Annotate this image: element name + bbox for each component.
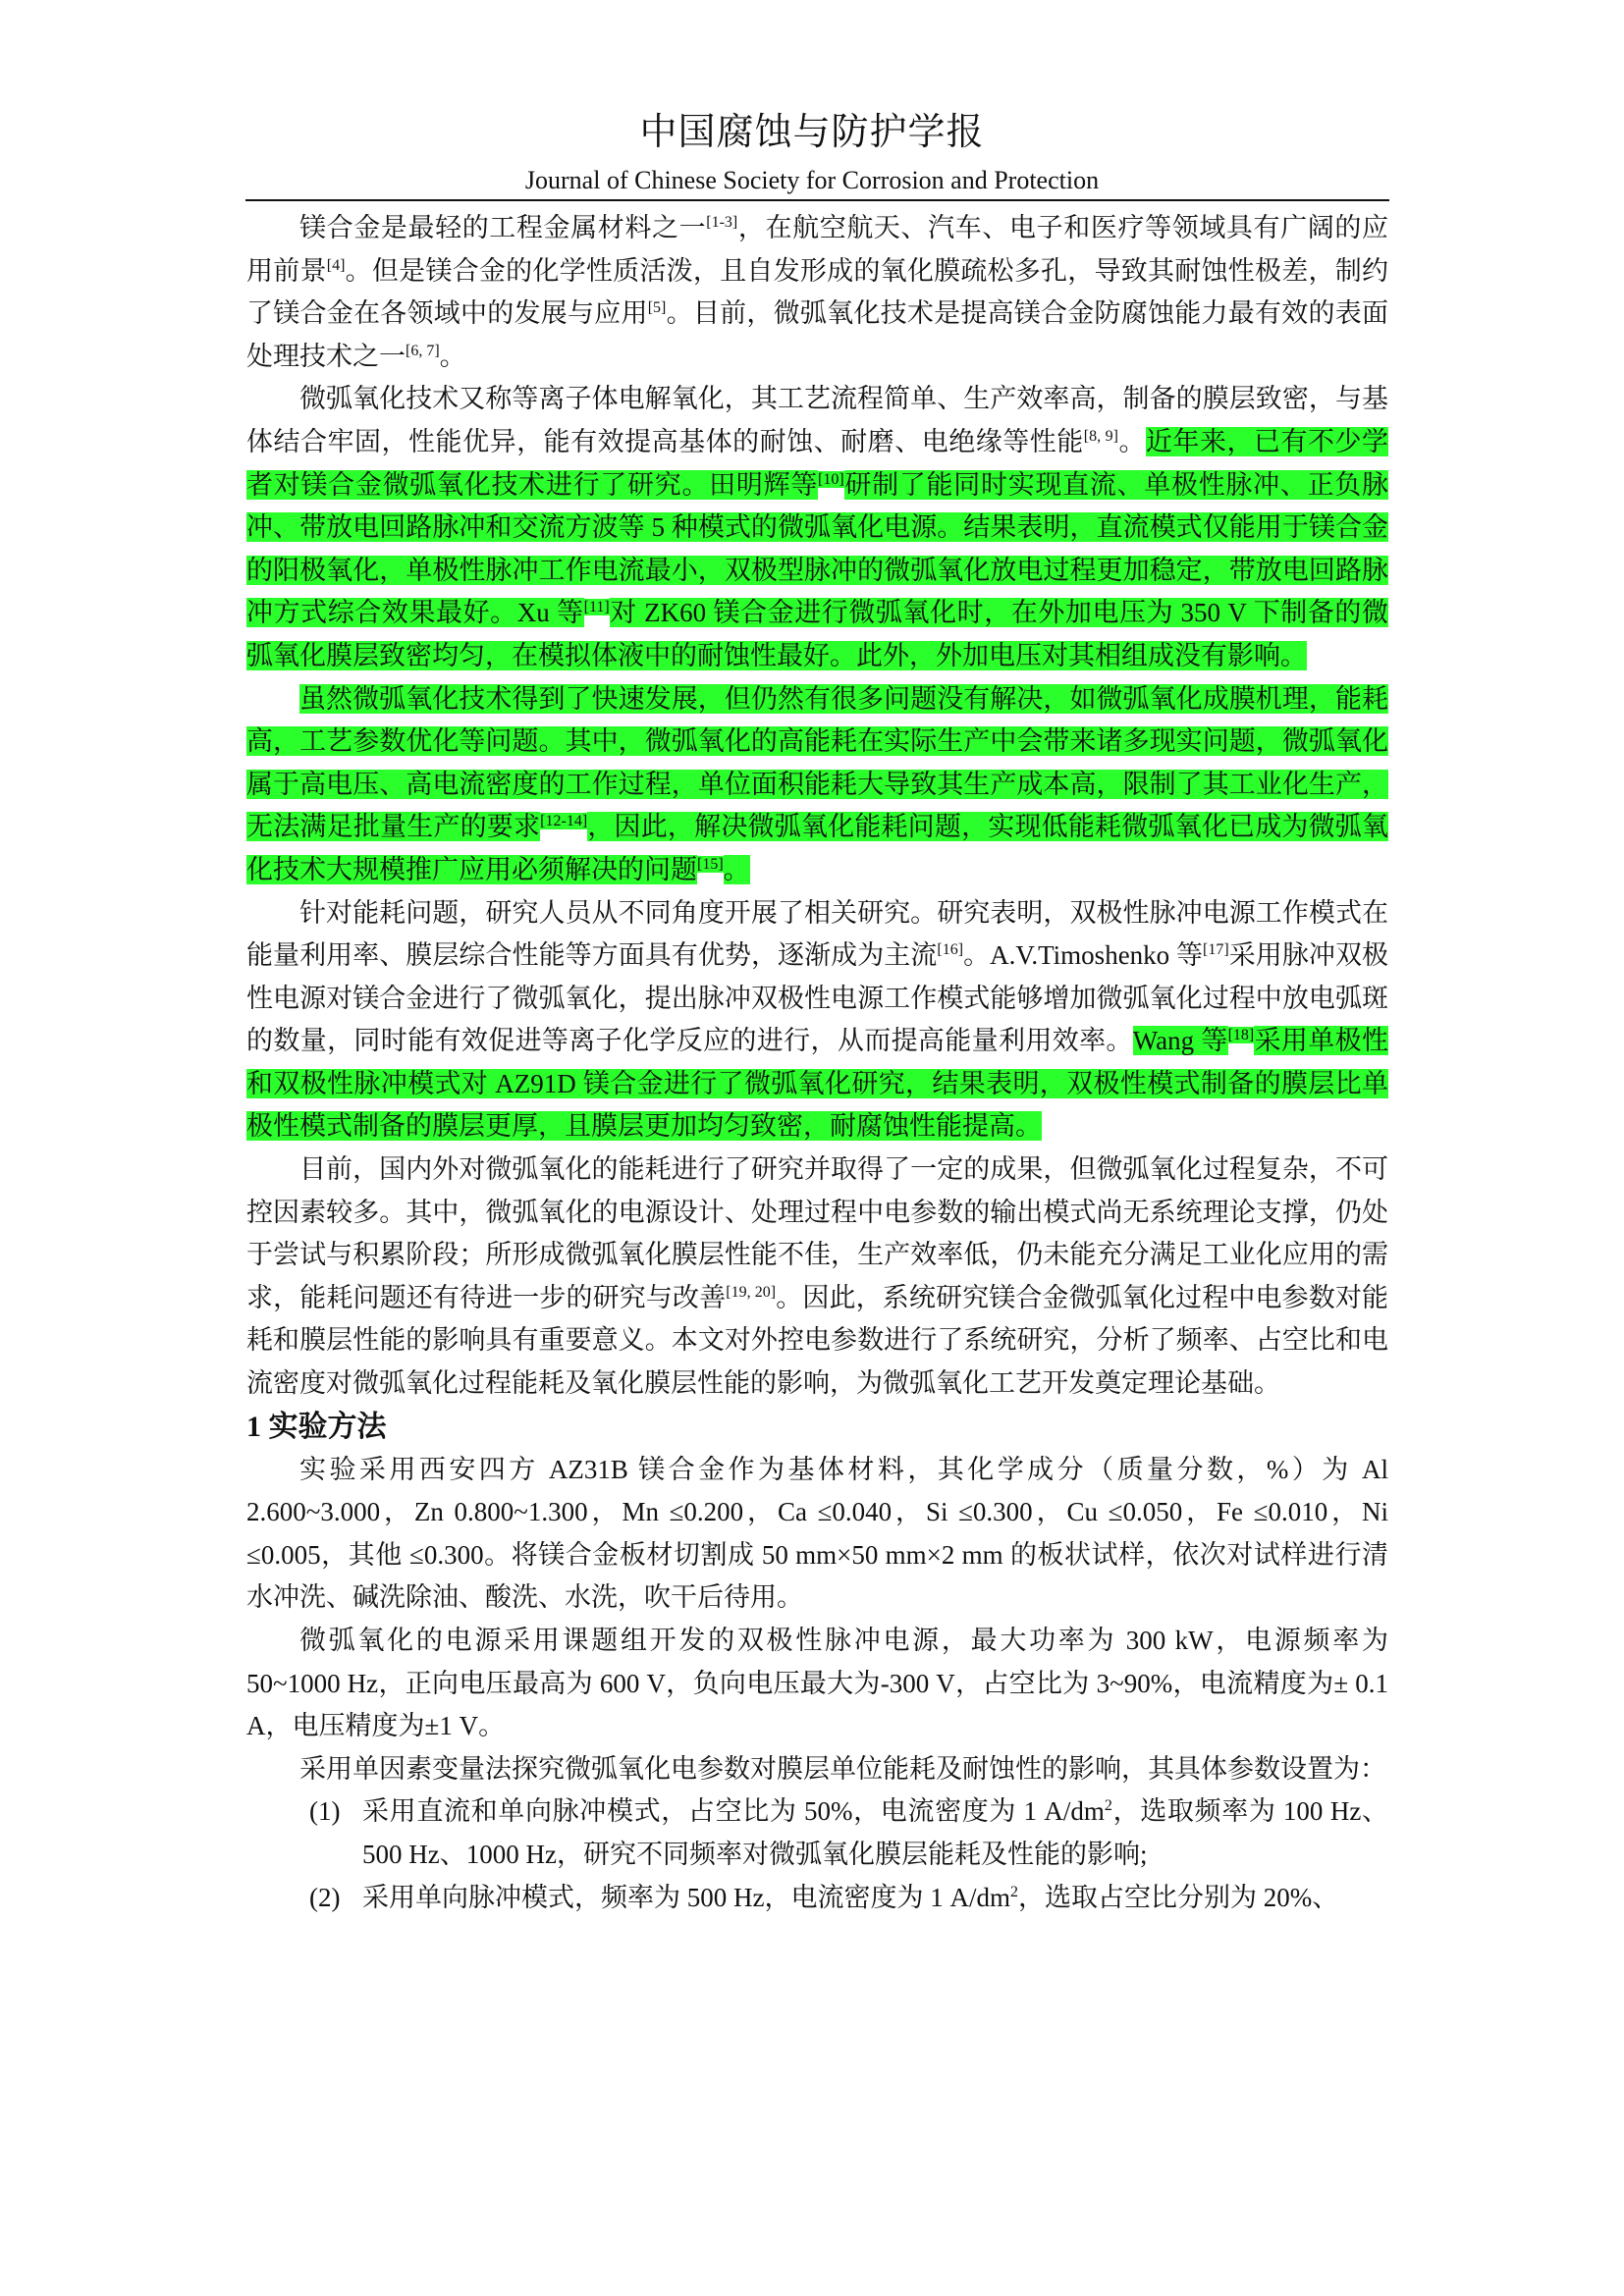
highlighted-text: 对 ZK60 镁合金进行微弧氧化时，在外加电压为 350 V 下制备的微弧氧化膜层致密均匀，在模拟体液中的耐蚀性最好。此外，外加电压对其相组成没有影响。 [246, 598, 1388, 670]
highlighted-text: 研制了能同时实现直流、单极性脉冲、正负脉冲、带放电回路脉冲和交流方波等 5 种模式的微弧氧化电源。结果表明，直流模式仅能用于镁合金的阳极氧化，单极性脉冲工作电流最小，双极型脉冲的微弧氧化放电过程更加稳定，带放电回路脉冲方式综合效果最好。Xu 等 [246, 469, 1389, 628]
text-segment: 实验采用西安四方 AZ31B 镁合金作为基体材料，其化学成分（质量分数，%）为 Al 2.600~3.000，Zn 0.800~1.300，Mn ≤0.200，Ca ≤0.040，Si ≤0.300，Cu ≤0.050，Fe ≤0.010，Ni ≤0.005，其他 ≤0.300。将镁合金板材切割成 50 mm×50 mm×2 mm 的板状试样，依次对试样进行清水冲洗、碱洗除油、酸洗、水洗，吹干后待用。 [246, 1454, 1388, 1613]
text-segment: 针对能耗问题，研究人员从不同角度开展了相关研究。研究表明，双极性脉冲电源工作模式在能量利用率、膜层综合性能等方面具有优势，逐渐成为主流 [246, 897, 1388, 971]
text-segment: ，在航空航天、汽车、电子和医疗等领域具有广阔的应用前景 [246, 213, 1389, 286]
paragraph-8 [246, 1748, 1388, 1791]
superscript: 2 [1104, 1797, 1112, 1815]
highlighted-text: 采用单极性和双极性脉冲模式对 AZ91D 镁合金进行了微弧氧化研究，结果表明，双极性模式制备的膜层比单极性模式制备的膜层更厚，且膜层更加均匀致密，耐腐蚀性能提高。 [246, 1026, 1389, 1142]
text-segment: 微弧氧化技术又称等离子体电解氧化，其工艺流程简单、生产效率高，制备的膜层致密，与基体结合牢固，性能优异，能有效提高基体的耐蚀、耐磨、电绝缘等性能 [246, 384, 1388, 456]
text-segment: 。目前，微弧氧化技术是提高镁合金防腐蚀能力最有效的表面处理技术之一 [246, 298, 1389, 371]
text-segment: 。A.V.Timoshenko 等 [963, 940, 1204, 971]
paragraph-7 [246, 1620, 1388, 1748]
highlighted-text: ，因此，解决微弧氧化能耗问题，实现低能耗微弧氧化已成为微弧氧化技术大规模推广应用必须解决的问题 [246, 812, 1389, 884]
citation: [19, 20] [726, 1283, 777, 1301]
section-heading: 1 实验方法 [246, 1410, 387, 1443]
list-item-1 [246, 1790, 1388, 1876]
header-divider [245, 199, 1389, 201]
citation: [8, 9] [1083, 427, 1118, 445]
highlighted-text: Wang 等 [1132, 1026, 1228, 1056]
text-segment: ，选取占空比分别为 20%、 [1017, 1882, 1339, 1912]
citation: [6, 7] [406, 342, 440, 359]
highlighted-text: 近年来，已有不少学者对镁合金微弧氧化技术进行了研究。田明辉等 [246, 426, 1389, 500]
text-segment: 。 [439, 341, 466, 371]
citation: [4] [326, 256, 346, 274]
text-segment: ，选取频率为 100 Hz、500 Hz、1000 Hz，研究不同频率对微弧氧化膜层能耗及性能的影响; [362, 1796, 1388, 1869]
journal-title-cn: 中国腐蚀与防护学报 [639, 112, 985, 153]
text-segment: 目前，国内外对微弧氧化的能耗进行了研究并取得了一定的成果，但微弧氧化过程复杂，不可控因素较多。其中，微弧氧化的电源设计、处理过程中电参数的输出模式尚无系统理论支撑，仍处于尝试与积累阶段；所形成微弧氧化膜层性能不佳，生产效率低，仍未能充分满足工业化应用的需求，能耗问题还有待进一步的研究与改善 [246, 1154, 1388, 1312]
text-segment: 。 [1117, 426, 1146, 456]
highlighted-text: 。 [723, 854, 750, 884]
text-segment: 。因此，系统研究镁合金微弧氧化过程中电参数对能耗和膜层性能的影响具有重要意义。本文对外控电参数进行了系统研究，分析了频率、占空比和电流密度对微弧氧化过程能耗及氧化膜层性能的影响，为微弧氧化工艺开发奠定理论基础。 [246, 1282, 1389, 1399]
citation: [12-14] [540, 813, 588, 830]
citation: [11] [583, 599, 610, 616]
citation: [10] [818, 470, 844, 488]
paragraph-4 [246, 892, 1388, 1149]
citation: [18] [1227, 1027, 1255, 1044]
paragraph-5 [246, 1148, 1388, 1406]
text-segment: 采用直流和单向脉冲模式，占空比为 50%，电流密度为 1 A/dm [362, 1796, 1105, 1827]
paragraph-3 [246, 678, 1388, 892]
text-segment: 。但是镁合金的化学性质活泼，且自发形成的氧化膜疏松多孔，导致其耐蚀性极差，制约了镁合金在各领域中的发展与应用 [246, 255, 1389, 329]
text-segment: 采用脉冲双极性电源对镁合金进行了微弧氧化，提出脉冲双极性电源工作模式能够增加微弧氧化过程中放电弧斑的数量，同时能有效促进等离子化学反应的进行，从而提高能量利用效率。 [246, 940, 1388, 1056]
citation: [5] [647, 299, 667, 317]
citation: [16] [937, 941, 964, 959]
journal-title-en: Journal of Chinese Society for Corrosion and Protection [524, 166, 1100, 194]
list-number: (2) [309, 1882, 341, 1912]
article-body [246, 207, 1388, 1919]
paragraph-6 [246, 1449, 1388, 1620]
list-number: (1) [309, 1796, 341, 1827]
paragraph-1 [246, 207, 1388, 378]
highlighted-text: 虽然微弧氧化技术得到了快速发展，但仍然有很多问题没有解决，如微弧氧化成膜机理，能耗高，工艺参数优化等问题。其中，微弧氧化的高能耗在实际生产中会带来诸多现实问题，微弧氧化属于高电压、高电流密度的工作过程，单位面积能耗大导致其生产成本高，限制了其工业化生产，无法满足批量生产的要求 [246, 683, 1388, 842]
list-item-2 [246, 1877, 1388, 1920]
citation: [17] [1203, 941, 1229, 959]
text-segment: 采用单因素变量法探究微弧氧化电参数对膜层单位能耗及耐蚀性的影响，其具体参数设置为： [299, 1753, 1386, 1784]
citation: [15] [697, 855, 724, 873]
citation: [1-3] [706, 214, 738, 231]
text-segment: 镁合金是最轻的工程金属材料之一 [299, 213, 707, 242]
text-segment: 微弧氧化的电源采用课题组开发的双极性脉冲电源，最大功率为 300 kW，电源频率为 50~1000 Hz，正向电压最高为 600 V，负向电压最大为-300 V，占空比为 3~90%，电流精度为± 0.1 A，电压精度为±1 V。 [246, 1626, 1388, 1741]
superscript: 2 [1009, 1883, 1018, 1900]
paragraph-2 [246, 378, 1388, 677]
text-segment: 采用单向脉冲模式，频率为 500 Hz，电流密度为 1 A/dm [362, 1882, 1010, 1912]
